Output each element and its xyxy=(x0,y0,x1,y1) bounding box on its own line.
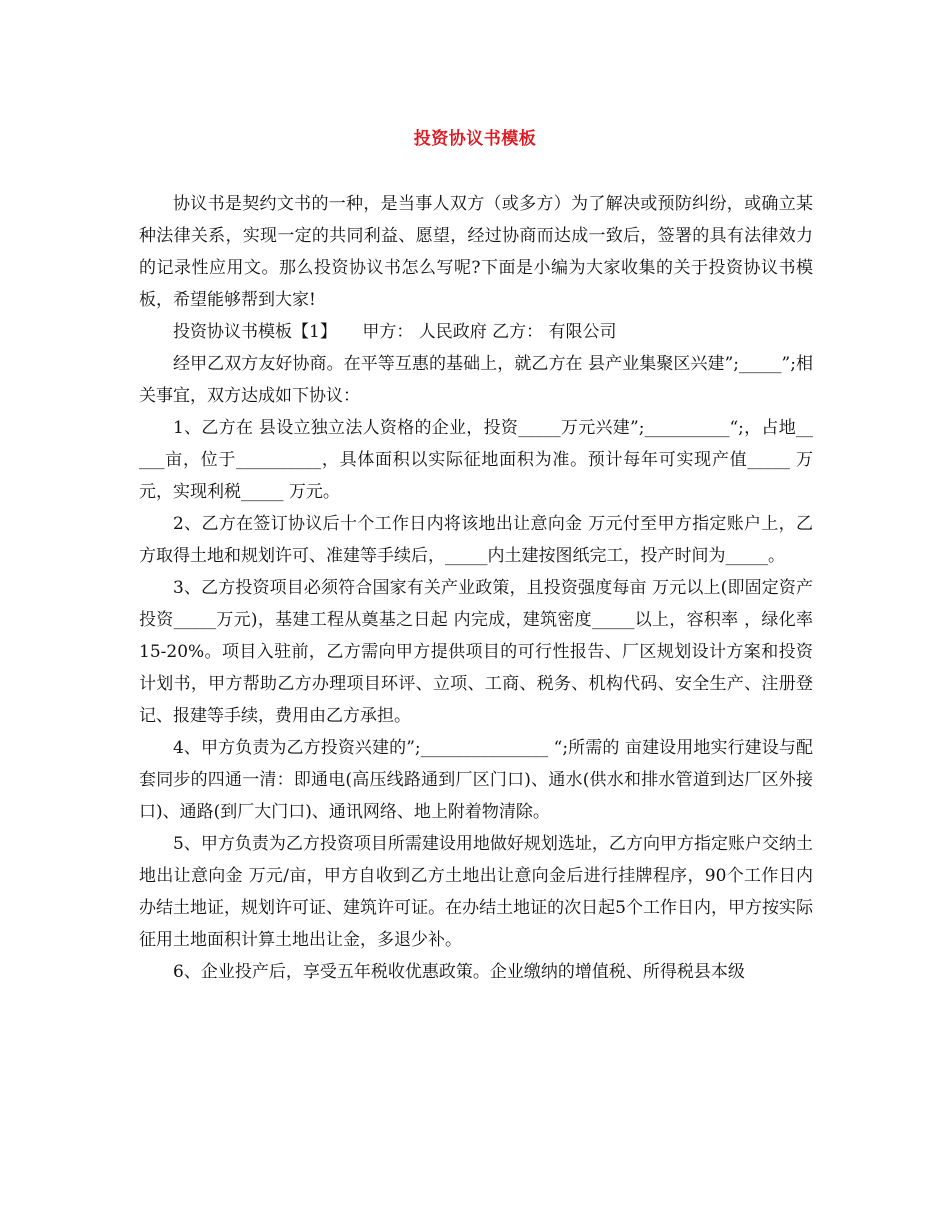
template-heading-line: 投资协议书模板【1】 甲方： 人民政府 乙方： 有限公司 xyxy=(173,322,617,342)
clause-6: 6、企业投产后，享受五年税收优惠政策。企业缴纳的增值税、所得税县本级 xyxy=(173,962,745,982)
clause-1: 1、乙方在 县设立独立法人资格的企业，投资_____万元兴建”;__________“;，占地_____亩，位于__________，具体面积以实际征地面积为准。预计每年可实现产值_____ 万元，实现利税_____ 万元。 xyxy=(139,418,813,502)
clause-5: 5、甲方负责为乙方投资项目所需建设用地做好规划选址，乙方向甲方指定账户交纳土地出让意向金 万元/亩，甲方自收到乙方土地出让意向金后进行挂牌程序，90个工作日内办结土地证，规划许可证、建筑许可证。在办结土地证的次日起5个工作日内，甲方按实际征用土地面积计算土地出让金，多退少补。 xyxy=(139,834,813,950)
clause-2: 2、乙方在签订协议后十个工作日内将该地出让意向金 万元付至甲方指定账户上，乙方取得土地和规划许可、准建等手续后，_____内土建按图纸完工，投产时间为_____。 xyxy=(139,514,813,566)
preamble-paragraph: 经甲乙双方友好协商。在平等互惠的基础上，就乙方在 县产业集聚区兴建”;_____”;相关事宜，双方达成如下协议： xyxy=(139,354,813,406)
intro-paragraph: 协议书是契约文书的一种，是当事人双方（或多方）为了解决或预防纠纷，或确立某种法律关系，实现一定的共同利益、愿望，经过协商而达成一致后，签署的具有法律效力的记录性应用文。那么投资协议书怎么写呢?下面是小编为大家收集的关于投资协议书模板，希望能够帮到大家! xyxy=(139,194,813,310)
clause-4: 4、甲方负责为乙方投资兴建的”;_______________ “;所需的 亩建设用地实行建设与配套同步的四通一清：即通电(高压线路通到厂区门口)、通水(供水和排水管道到达厂区外接口)、通路(到厂大门口)、通讯网络、地上附着物清除。 xyxy=(139,738,813,822)
document-body xyxy=(139,188,813,988)
clause-3: 3、乙方投资项目必须符合国家有关产业政策，且投资强度每亩 万元以上(即固定资产投资_____万元)，基建工程从奠基之日起 内完成，建筑密度_____以上，容积率 ，绿化率15-20%。项目入驻前，乙方需向甲方提供项目的可行性报告、厂区规划设计方案和投资计划书，甲方帮助乙方办理项目环评、立项、工商、税务、机构代码、安全生产、注册登记、报建等手续，费用由乙方承担。 xyxy=(139,578,813,726)
document-title: 投资协议书模板 xyxy=(413,129,537,149)
